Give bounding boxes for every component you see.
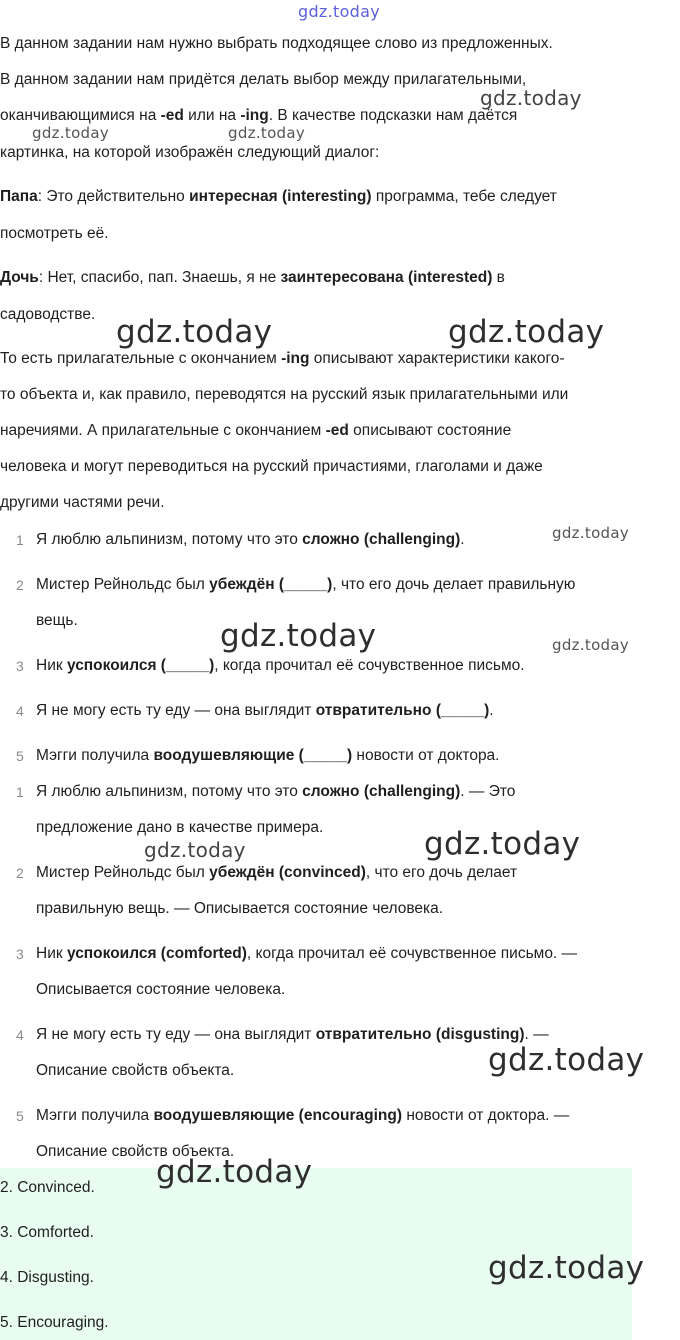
watermark: gdz.today bbox=[448, 314, 605, 350]
task-number: 2 bbox=[16, 577, 24, 593]
watermark: gdz.today bbox=[156, 1154, 313, 1190]
watermark: gdz.today bbox=[488, 1250, 645, 1286]
answer-item: 4. Disgusting. bbox=[0, 1269, 94, 1286]
intro-line: В данном задании нам нужно выбрать подходящее слово из предложенных. bbox=[0, 35, 553, 52]
answer-item: 5. Encouraging. bbox=[0, 1314, 109, 1331]
watermark: gdz.today bbox=[116, 314, 273, 350]
solution-item: Я люблю альпинизм, потому что это сложно (challenging). — Это bbox=[36, 783, 516, 800]
answers-box bbox=[0, 1168, 632, 1340]
task-number: 5 bbox=[16, 748, 24, 764]
solution-number: 2 bbox=[16, 865, 24, 881]
explanation-line: человека и могут переводиться на русский причастиями, глаголами и даже bbox=[0, 458, 543, 475]
solution-item: Описывается состояние человека. bbox=[36, 981, 286, 998]
watermark: gdz.today bbox=[424, 826, 581, 862]
watermark: gdz.today bbox=[488, 1042, 645, 1078]
solution-item: Описание свойств объекта. bbox=[36, 1143, 235, 1160]
solution-number: 5 bbox=[16, 1108, 24, 1124]
watermark: gdz.today bbox=[32, 124, 110, 142]
task-item: Ник успокоился (_____), когда прочитал её сочувственное письмо. bbox=[36, 657, 525, 674]
solution-item: Мэгги получила воодушевляющие (encouraging) новости от доктора. — bbox=[36, 1107, 570, 1124]
watermark: gdz.today bbox=[220, 618, 377, 654]
intro-line: оканчивающимися на -ed или на -ing. В качестве подсказки нам даётся bbox=[0, 107, 518, 124]
watermark: gdz.today bbox=[552, 636, 630, 654]
dialogue-dad: посмотреть её. bbox=[0, 225, 109, 242]
task-number: 4 bbox=[16, 703, 24, 719]
explanation-line: наречиями. А прилагательные с окончанием -ed описывают состояние bbox=[0, 422, 512, 439]
solution-item: правильную вещь. — Описывается состояние человека. bbox=[36, 900, 444, 917]
solution-item: Описание свойств объекта. bbox=[36, 1062, 235, 1079]
dialogue-daughter: садоводстве. bbox=[0, 306, 96, 323]
solution-item: Ник успокоился (comforted), когда прочитал её сочувственное письмо. — bbox=[36, 945, 578, 962]
solution-item: Я не могу есть ту еду — она выглядит отвратительно (disgusting). — bbox=[36, 1026, 549, 1043]
explanation-line: другими частями речи. bbox=[0, 494, 165, 511]
task-number: 1 bbox=[16, 532, 24, 548]
task-item: Мистер Рейнольдс был убеждён (_____), что его дочь делает правильную bbox=[36, 576, 576, 593]
watermark: gdz.today bbox=[480, 86, 582, 110]
answer-item: 2. Convinced. bbox=[0, 1179, 95, 1196]
task-item: Я не могу есть ту еду — она выглядит отвратительно (_____). bbox=[36, 702, 494, 719]
dialogue-daughter: Дочь: Нет, спасибо, пап. Знаешь, я не заинтересована (interested) в bbox=[0, 269, 505, 286]
solution-number: 4 bbox=[16, 1027, 24, 1043]
dialogue-dad: Папа: Это действительно интересная (interesting) программа, тебе следует bbox=[0, 188, 557, 205]
task-item: Я люблю альпинизм, потому что это сложно (challenging). bbox=[36, 531, 465, 548]
watermark-top: gdz.today bbox=[298, 2, 380, 21]
watermark: gdz.today bbox=[552, 524, 630, 542]
watermark: gdz.today bbox=[144, 838, 246, 862]
task-item: вещь. bbox=[36, 612, 78, 629]
task-number: 3 bbox=[16, 658, 24, 674]
solution-number: 3 bbox=[16, 946, 24, 962]
solution-item: предложение дано в качестве примера. bbox=[36, 819, 324, 836]
explanation-line: то объекта и, как правило, переводятся на русский язык прилагательными или bbox=[0, 386, 569, 403]
intro-line: картинка, на которой изображён следующий диалог: bbox=[0, 144, 380, 161]
intro-line: В данном задании нам придётся делать выбор между прилагательными, bbox=[0, 71, 527, 88]
watermark: gdz.today bbox=[228, 124, 306, 142]
solution-item: Мистер Рейнольдс был убеждён (convinced), что его дочь делает bbox=[36, 864, 518, 881]
explanation-line: То есть прилагательные с окончанием -ing описывают характеристики какого- bbox=[0, 350, 565, 367]
task-item: Мэгги получила воодушевляющие (_____) новости от доктора. bbox=[36, 747, 500, 764]
answer-item: 3. Comforted. bbox=[0, 1224, 94, 1241]
solution-number: 1 bbox=[16, 784, 24, 800]
